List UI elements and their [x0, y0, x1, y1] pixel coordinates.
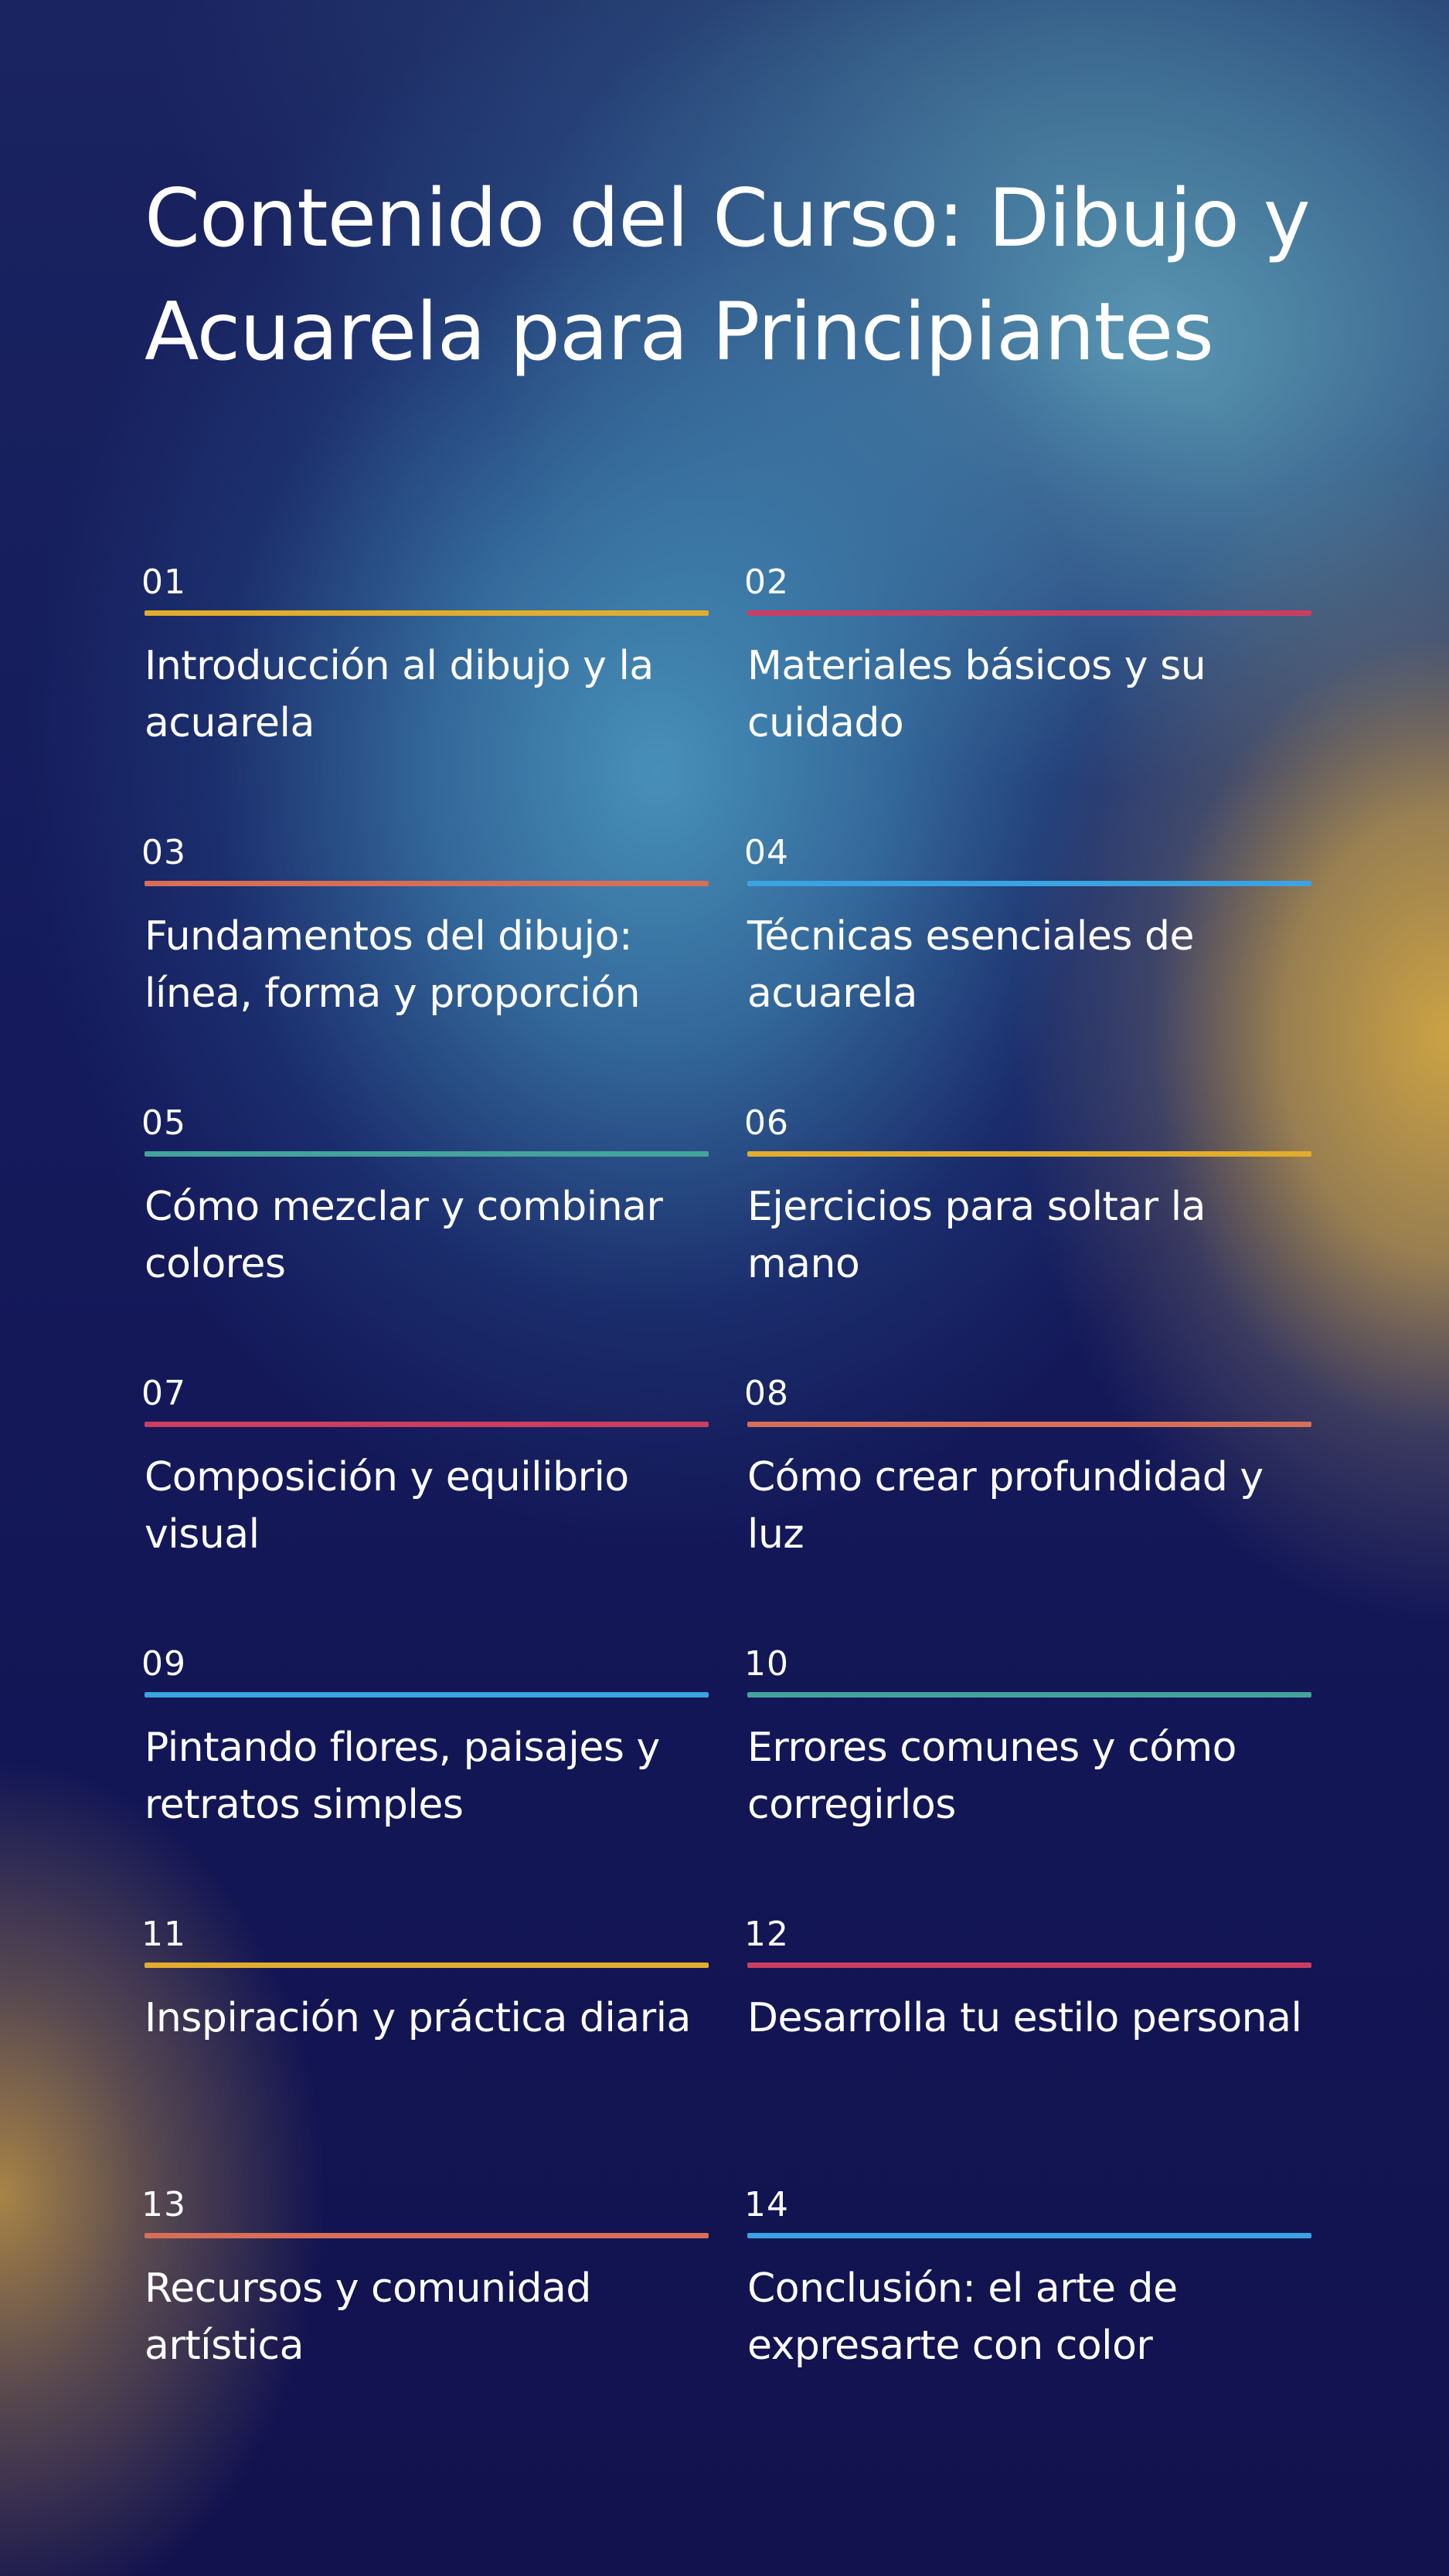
module-divider — [145, 1963, 709, 1968]
module-item — [744, 1371, 1308, 1641]
module-title: Cómo crear profundidad y luz — [747, 1454, 1264, 1558]
module-item — [744, 1912, 1308, 2182]
module-divider — [747, 2233, 1311, 2238]
module-title: Errores comunes y cómo corregirlos — [747, 1725, 1236, 1828]
module-item — [141, 1641, 706, 1912]
module-divider — [145, 2233, 709, 2238]
module-title: Fundamentos del dibujo: línea, forma y proporción — [145, 913, 641, 1017]
module-item — [744, 2182, 1308, 2452]
module-divider — [145, 610, 709, 616]
module-number: 04 — [744, 833, 789, 872]
module-item — [744, 1641, 1308, 1912]
module-divider — [145, 881, 709, 886]
module-title: Pintando flores, paisajes y retratos simples — [145, 1725, 660, 1828]
page-title: Contenido del Curso: Dibujo y Acuarela para Principiantes — [145, 172, 1310, 379]
module-title: Recursos y comunidad artística — [145, 2265, 591, 2369]
module-title: Introducción al dibujo y la acuarela — [145, 643, 654, 746]
module-number: 02 — [744, 562, 789, 602]
module-item — [141, 830, 706, 1100]
module-item — [141, 1912, 706, 2182]
module-number: 14 — [744, 2185, 789, 2224]
module-divider — [747, 1963, 1311, 1968]
module-item — [141, 2182, 706, 2452]
module-title: Conclusión: el arte de expresarte con color — [747, 2265, 1178, 2369]
module-divider — [747, 1422, 1311, 1427]
module-list — [141, 559, 1308, 2452]
module-number: 06 — [744, 1103, 789, 1143]
module-title: Inspiración y práctica diaria — [145, 1995, 691, 2041]
module-divider — [747, 881, 1311, 886]
module-item — [141, 1100, 706, 1371]
module-divider — [145, 1692, 709, 1698]
module-item — [141, 1371, 706, 1641]
module-divider — [145, 1422, 709, 1427]
module-divider — [747, 1692, 1311, 1698]
module-number: 07 — [141, 1374, 186, 1413]
module-number: 12 — [744, 1915, 789, 1954]
module-title: Cómo mezclar y combinar colores — [145, 1184, 663, 1287]
module-number: 01 — [141, 562, 186, 602]
module-number: 11 — [141, 1915, 186, 1954]
module-title: Desarrolla tu estilo personal — [747, 1995, 1302, 2041]
module-item — [141, 559, 706, 830]
module-divider — [145, 1151, 709, 1157]
module-title: Ejercicios para soltar la mano — [747, 1184, 1206, 1287]
module-item — [744, 1100, 1308, 1371]
module-number: 08 — [744, 1374, 789, 1413]
module-number: 05 — [141, 1103, 186, 1143]
module-title: Materiales básicos y su cuidado — [747, 643, 1206, 746]
module-number: 10 — [744, 1644, 789, 1684]
module-title: Técnicas esenciales de acuarela — [747, 913, 1194, 1017]
module-number: 03 — [141, 833, 186, 872]
module-number: 09 — [141, 1644, 186, 1684]
module-title: Composición y equilibrio visual — [145, 1454, 629, 1558]
module-number: 13 — [141, 2185, 186, 2224]
module-item — [744, 559, 1308, 830]
module-divider — [747, 610, 1311, 616]
module-item — [744, 830, 1308, 1100]
module-divider — [747, 1151, 1311, 1157]
